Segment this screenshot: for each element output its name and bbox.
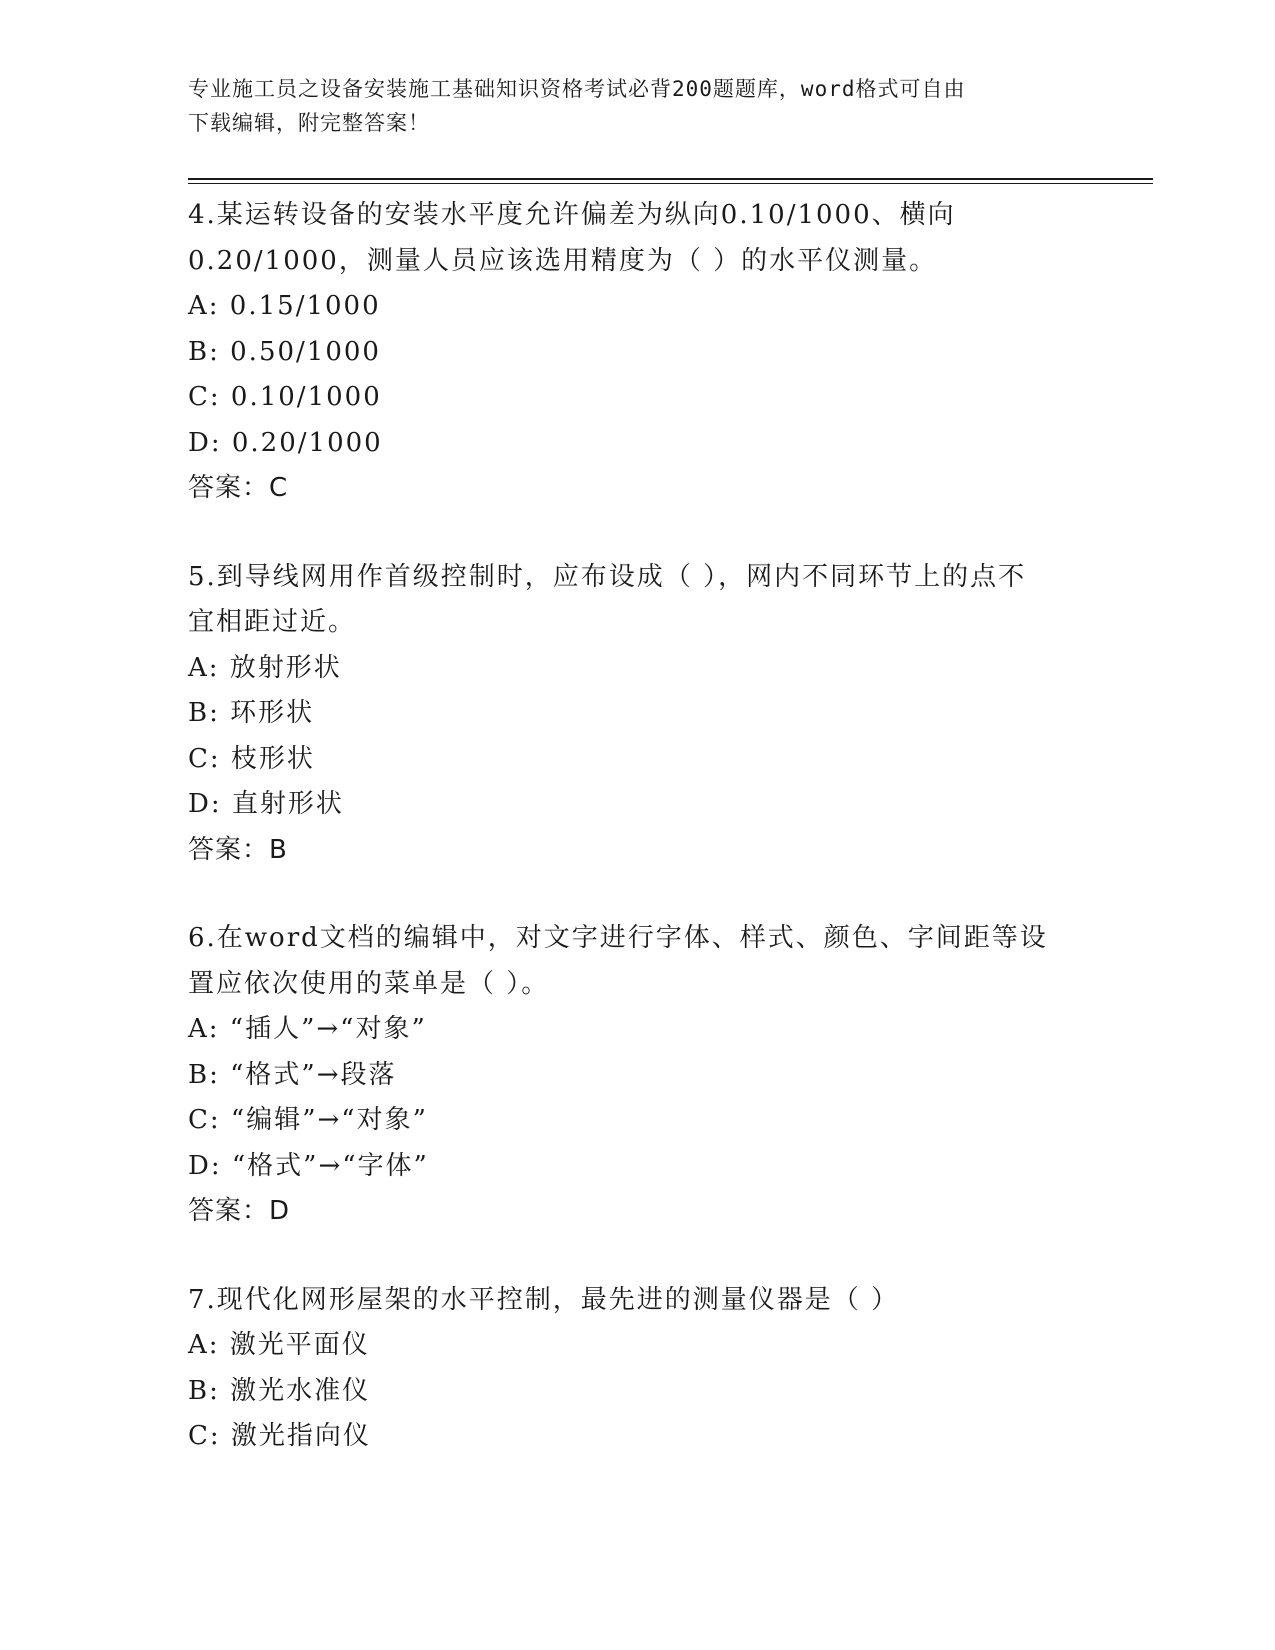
option-a: A: 0.15/1000 xyxy=(188,291,381,321)
option-b: B: “格式”→段落 xyxy=(188,1059,397,1090)
answer-line: 答案：C xyxy=(188,473,289,503)
option-c: C: 激光指向仪 xyxy=(188,1421,371,1451)
question-list xyxy=(188,193,1088,1503)
option-b: B: 0.50/1000 xyxy=(188,336,381,367)
question-stem: 7.现代化网形屋架的水平控制，最先进的测量仪器是（ ） xyxy=(188,1284,900,1315)
header-divider-thick xyxy=(188,178,1153,180)
option-c: C: “编辑”→“对象” xyxy=(188,1105,428,1135)
question-stem: 5.到导线网用作首级控制时，应布设成（ ），网内不同环节上的点不 xyxy=(188,561,1027,592)
question-5 xyxy=(188,555,1088,874)
answer-line: 答案：D xyxy=(188,1196,291,1226)
question-stem: 0.20/1000，测量人员应该选用精度为（ ）的水平仪测量。 xyxy=(188,245,938,276)
header-divider-thin xyxy=(188,183,1153,184)
question-stem: 宜相距过近。 xyxy=(188,607,357,637)
option-c: C: 0.10/1000 xyxy=(188,382,382,412)
question-4 xyxy=(188,193,1088,512)
option-d: D: 直射形状 xyxy=(188,789,344,819)
answer-line: 答案：B xyxy=(188,834,288,865)
option-d: D: 0.20/1000 xyxy=(188,427,383,458)
header-line-1: 专业施工员之设备安装施工基础知识资格考试必背200题题库，word格式可自由 xyxy=(188,77,966,101)
option-c: C: 枝形状 xyxy=(188,743,315,774)
option-a: A: 放射形状 xyxy=(188,652,342,683)
option-b: B: 环形状 xyxy=(188,698,315,728)
document-header xyxy=(188,72,1088,140)
option-a: A: “插人”→“对象” xyxy=(188,1014,427,1044)
question-stem: 置应依次使用的菜单是（ ）。 xyxy=(188,968,550,999)
header-line-2: 下载编辑，附完整答案！ xyxy=(188,111,430,135)
question-stem: 4.某运转设备的安装水平度允许偏差为纵向0.10/1000、横向 xyxy=(188,200,956,230)
question-stem: 6.在word文档的编辑中，对文字进行字体、样式、颜色、字间距等设 xyxy=(188,923,1048,953)
option-d: D: “格式”→“字体” xyxy=(188,1150,429,1181)
option-b: B: 激光水准仪 xyxy=(188,1375,371,1406)
question-6 xyxy=(188,916,1088,1235)
question-7 xyxy=(188,1278,1088,1460)
option-a: A: 激光平面仪 xyxy=(188,1330,370,1360)
